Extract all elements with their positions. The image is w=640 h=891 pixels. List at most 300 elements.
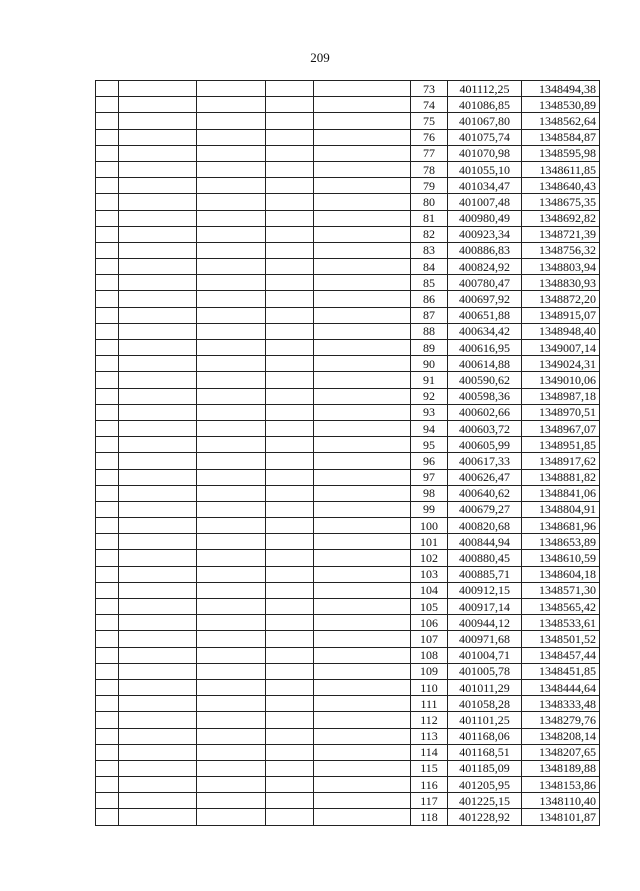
empty-cell [266,388,314,404]
x-coordinate-cell: 401075,74 [448,129,522,145]
table-row [96,663,600,679]
empty-cell [266,485,314,501]
empty-cell [119,696,197,712]
empty-cell [197,307,266,323]
x-coordinate-cell: 400844,94 [448,534,522,550]
empty-cell [96,485,119,501]
empty-cell [266,566,314,582]
empty-cell [96,161,119,177]
empty-cell [96,210,119,226]
empty-cell [314,259,411,275]
empty-cell [197,696,266,712]
empty-cell [96,145,119,161]
empty-cell [96,679,119,695]
y-coordinate-cell: 1348917,62 [522,453,600,469]
empty-cell [96,647,119,663]
empty-cell [266,663,314,679]
empty-cell [197,113,266,129]
point-number-cell: 94 [411,420,448,436]
x-coordinate-cell: 401067,80 [448,113,522,129]
empty-cell [119,388,197,404]
x-coordinate-cell: 400923,34 [448,226,522,242]
empty-cell [96,566,119,582]
empty-cell [96,226,119,242]
table-row [96,356,600,372]
x-coordinate-cell: 400617,33 [448,453,522,469]
y-coordinate-cell: 1348444,64 [522,679,600,695]
empty-cell [96,129,119,145]
y-coordinate-cell: 1348610,59 [522,550,600,566]
x-coordinate-cell: 401112,25 [448,81,522,97]
x-coordinate-cell: 400640,62 [448,485,522,501]
empty-cell [197,728,266,744]
x-coordinate-cell: 401007,48 [448,194,522,210]
empty-cell [266,615,314,631]
x-coordinate-cell: 400824,92 [448,259,522,275]
empty-cell [96,81,119,97]
table-row [96,323,600,339]
empty-cell [119,420,197,436]
x-coordinate-cell: 401228,92 [448,809,522,825]
x-coordinate-cell: 400885,71 [448,566,522,582]
empty-cell [197,566,266,582]
empty-cell [266,469,314,485]
table-row [96,388,600,404]
point-number-cell: 105 [411,599,448,615]
table-row [96,550,600,566]
y-coordinate-cell: 1348565,42 [522,599,600,615]
x-coordinate-cell: 401185,09 [448,760,522,776]
empty-cell [197,809,266,825]
empty-cell [314,485,411,501]
x-coordinate-cell: 401055,10 [448,161,522,177]
point-number-cell: 85 [411,275,448,291]
empty-cell [119,615,197,631]
empty-cell [119,194,197,210]
y-coordinate-cell: 1348494,38 [522,81,600,97]
empty-cell [314,129,411,145]
point-number-cell: 102 [411,550,448,566]
empty-cell [197,663,266,679]
table-row [96,404,600,420]
empty-cell [96,356,119,372]
point-number-cell: 113 [411,728,448,744]
x-coordinate-cell: 400880,45 [448,550,522,566]
empty-cell [314,226,411,242]
empty-cell [96,420,119,436]
point-number-cell: 100 [411,518,448,534]
y-coordinate-cell: 1348562,64 [522,113,600,129]
empty-cell [314,161,411,177]
point-number-cell: 108 [411,647,448,663]
empty-cell [197,161,266,177]
empty-cell [119,291,197,307]
empty-cell [266,161,314,177]
page-number: 209 [310,50,330,65]
empty-cell [119,712,197,728]
empty-cell [314,307,411,323]
empty-cell [96,242,119,258]
empty-cell [119,113,197,129]
table-row [96,679,600,695]
empty-cell [197,453,266,469]
table-row [96,696,600,712]
empty-cell [119,501,197,517]
x-coordinate-cell: 401101,25 [448,712,522,728]
empty-cell [314,550,411,566]
empty-cell [314,582,411,598]
empty-cell [96,275,119,291]
point-number-cell: 112 [411,712,448,728]
empty-cell [314,275,411,291]
empty-cell [314,744,411,760]
empty-cell [314,145,411,161]
table-row [96,534,600,550]
empty-cell [197,81,266,97]
empty-cell [119,679,197,695]
empty-cell [197,97,266,113]
empty-cell [314,242,411,258]
empty-cell [96,809,119,825]
y-coordinate-cell: 1348681,96 [522,518,600,534]
y-coordinate-cell: 1348501,52 [522,631,600,647]
empty-cell [197,582,266,598]
point-number-cell: 103 [411,566,448,582]
point-number-cell: 116 [411,777,448,793]
empty-cell [314,728,411,744]
empty-cell [197,437,266,453]
empty-cell [119,534,197,550]
empty-cell [119,518,197,534]
table-row [96,291,600,307]
point-number-cell: 88 [411,323,448,339]
table-row [96,275,600,291]
empty-cell [266,356,314,372]
y-coordinate-cell: 1348640,43 [522,178,600,194]
point-number-cell: 73 [411,81,448,97]
empty-cell [197,647,266,663]
empty-cell [314,501,411,517]
empty-cell [314,97,411,113]
empty-cell [96,550,119,566]
empty-cell [197,518,266,534]
empty-cell [266,534,314,550]
x-coordinate-cell: 400971,68 [448,631,522,647]
empty-cell [266,145,314,161]
empty-cell [119,178,197,194]
empty-cell [96,469,119,485]
empty-cell [119,809,197,825]
y-coordinate-cell: 1349010,06 [522,372,600,388]
y-coordinate-cell: 1349007,14 [522,340,600,356]
empty-cell [197,550,266,566]
x-coordinate-cell: 401034,47 [448,178,522,194]
x-coordinate-cell: 400912,15 [448,582,522,598]
empty-cell [314,420,411,436]
empty-cell [119,226,197,242]
table-row [96,242,600,258]
empty-cell [314,566,411,582]
empty-cell [197,404,266,420]
table-row [96,615,600,631]
y-coordinate-cell: 1348692,82 [522,210,600,226]
point-number-cell: 96 [411,453,448,469]
empty-cell [266,777,314,793]
y-coordinate-cell: 1348279,76 [522,712,600,728]
x-coordinate-cell: 400679,27 [448,501,522,517]
empty-cell [314,663,411,679]
point-number-cell: 75 [411,113,448,129]
table-row [96,712,600,728]
empty-cell [266,679,314,695]
empty-cell [314,631,411,647]
table-row [96,599,600,615]
table-row [96,485,600,501]
table-row [96,453,600,469]
empty-cell [197,793,266,809]
empty-cell [119,663,197,679]
empty-cell [119,550,197,566]
point-number-cell: 99 [411,501,448,517]
empty-cell [197,129,266,145]
y-coordinate-cell: 1348830,93 [522,275,600,291]
empty-cell [119,145,197,161]
empty-cell [96,404,119,420]
x-coordinate-cell: 401070,98 [448,145,522,161]
empty-cell [96,615,119,631]
x-coordinate-cell: 400917,14 [448,599,522,615]
empty-cell [266,259,314,275]
empty-cell [119,437,197,453]
point-number-cell: 117 [411,793,448,809]
empty-cell [314,453,411,469]
table-row [96,145,600,161]
point-number-cell: 107 [411,631,448,647]
point-number-cell: 109 [411,663,448,679]
empty-cell [266,275,314,291]
empty-cell [119,469,197,485]
empty-cell [119,161,197,177]
empty-cell [266,210,314,226]
empty-cell [314,194,411,210]
empty-cell [197,340,266,356]
y-coordinate-cell: 1348653,89 [522,534,600,550]
point-number-cell: 90 [411,356,448,372]
y-coordinate-cell: 1348948,40 [522,323,600,339]
empty-cell [197,501,266,517]
empty-cell [266,97,314,113]
empty-cell [314,534,411,550]
empty-cell [119,340,197,356]
empty-cell [266,372,314,388]
y-coordinate-cell: 1348604,18 [522,566,600,582]
table-row [96,194,600,210]
empty-cell [197,744,266,760]
empty-cell [96,388,119,404]
empty-cell [266,323,314,339]
table-row [96,81,600,97]
empty-cell [119,777,197,793]
empty-cell [197,615,266,631]
empty-cell [266,437,314,453]
empty-cell [266,809,314,825]
empty-cell [197,323,266,339]
y-coordinate-cell: 1348333,48 [522,696,600,712]
table-row [96,501,600,517]
y-coordinate-cell: 1348110,40 [522,793,600,809]
point-number-cell: 92 [411,388,448,404]
empty-cell [266,696,314,712]
point-number-cell: 110 [411,679,448,695]
empty-cell [266,518,314,534]
y-coordinate-cell: 1348457,44 [522,647,600,663]
point-number-cell: 97 [411,469,448,485]
table-row [96,113,600,129]
table-row [96,129,600,145]
table-row [96,161,600,177]
table-row [96,760,600,776]
empty-cell [119,97,197,113]
empty-cell [197,777,266,793]
empty-cell [266,340,314,356]
x-coordinate-cell: 401011,29 [448,679,522,695]
x-coordinate-cell: 401004,71 [448,647,522,663]
empty-cell [266,178,314,194]
empty-cell [266,420,314,436]
y-coordinate-cell: 1348451,85 [522,663,600,679]
empty-cell [119,453,197,469]
empty-cell [266,242,314,258]
empty-cell [197,275,266,291]
point-number-cell: 76 [411,129,448,145]
empty-cell [96,777,119,793]
x-coordinate-cell: 401086,85 [448,97,522,113]
point-number-cell: 101 [411,534,448,550]
x-coordinate-cell: 400886,83 [448,242,522,258]
x-coordinate-cell: 400616,95 [448,340,522,356]
table-row [96,307,600,323]
empty-cell [314,356,411,372]
empty-cell [314,469,411,485]
point-number-cell: 84 [411,259,448,275]
empty-cell [119,356,197,372]
empty-cell [96,582,119,598]
point-number-cell: 81 [411,210,448,226]
empty-cell [96,437,119,453]
empty-cell [197,631,266,647]
point-number-cell: 89 [411,340,448,356]
empty-cell [266,760,314,776]
empty-cell [266,793,314,809]
point-number-cell: 79 [411,178,448,194]
x-coordinate-cell: 400651,88 [448,307,522,323]
y-coordinate-cell: 1348530,89 [522,97,600,113]
empty-cell [96,760,119,776]
x-coordinate-cell: 401225,15 [448,793,522,809]
empty-cell [266,113,314,129]
y-coordinate-cell: 1348533,61 [522,615,600,631]
empty-cell [96,453,119,469]
point-number-cell: 115 [411,760,448,776]
empty-cell [266,81,314,97]
empty-cell [266,744,314,760]
y-coordinate-cell: 1349024,31 [522,356,600,372]
empty-cell [197,194,266,210]
empty-cell [197,485,266,501]
y-coordinate-cell: 1348101,87 [522,809,600,825]
empty-cell [96,712,119,728]
y-coordinate-cell: 1348967,07 [522,420,600,436]
empty-cell [119,129,197,145]
empty-cell [266,599,314,615]
empty-cell [119,323,197,339]
y-coordinate-cell: 1348841,06 [522,485,600,501]
empty-cell [197,356,266,372]
empty-cell [197,599,266,615]
table-row [96,372,600,388]
empty-cell [314,518,411,534]
table-row [96,437,600,453]
empty-cell [119,793,197,809]
y-coordinate-cell: 1348803,94 [522,259,600,275]
empty-cell [197,679,266,695]
empty-cell [96,744,119,760]
empty-cell [314,404,411,420]
table-row [96,340,600,356]
y-coordinate-cell: 1348721,39 [522,226,600,242]
empty-cell [314,679,411,695]
empty-cell [314,437,411,453]
x-coordinate-cell: 401005,78 [448,663,522,679]
x-coordinate-cell: 400944,12 [448,615,522,631]
empty-cell [96,518,119,534]
table-body [96,81,600,826]
x-coordinate-cell: 401168,06 [448,728,522,744]
y-coordinate-cell: 1348987,18 [522,388,600,404]
point-number-cell: 111 [411,696,448,712]
empty-cell [96,534,119,550]
empty-cell [96,291,119,307]
empty-cell [119,259,197,275]
table-row [96,178,600,194]
empty-cell [119,485,197,501]
empty-cell [197,259,266,275]
empty-cell [96,793,119,809]
empty-cell [266,404,314,420]
empty-cell [197,242,266,258]
empty-cell [119,404,197,420]
y-coordinate-cell: 1348153,86 [522,777,600,793]
table-row [96,210,600,226]
empty-cell [197,372,266,388]
x-coordinate-cell: 400605,99 [448,437,522,453]
table-row [96,631,600,647]
empty-cell [266,307,314,323]
x-coordinate-cell: 401058,28 [448,696,522,712]
point-number-cell: 106 [411,615,448,631]
x-coordinate-cell: 400626,47 [448,469,522,485]
y-coordinate-cell: 1348189,88 [522,760,600,776]
empty-cell [197,712,266,728]
empty-cell [314,340,411,356]
x-coordinate-cell: 400598,36 [448,388,522,404]
empty-cell [119,760,197,776]
empty-cell [96,113,119,129]
empty-cell [119,744,197,760]
y-coordinate-cell: 1348595,98 [522,145,600,161]
point-number-cell: 82 [411,226,448,242]
point-number-cell: 114 [411,744,448,760]
